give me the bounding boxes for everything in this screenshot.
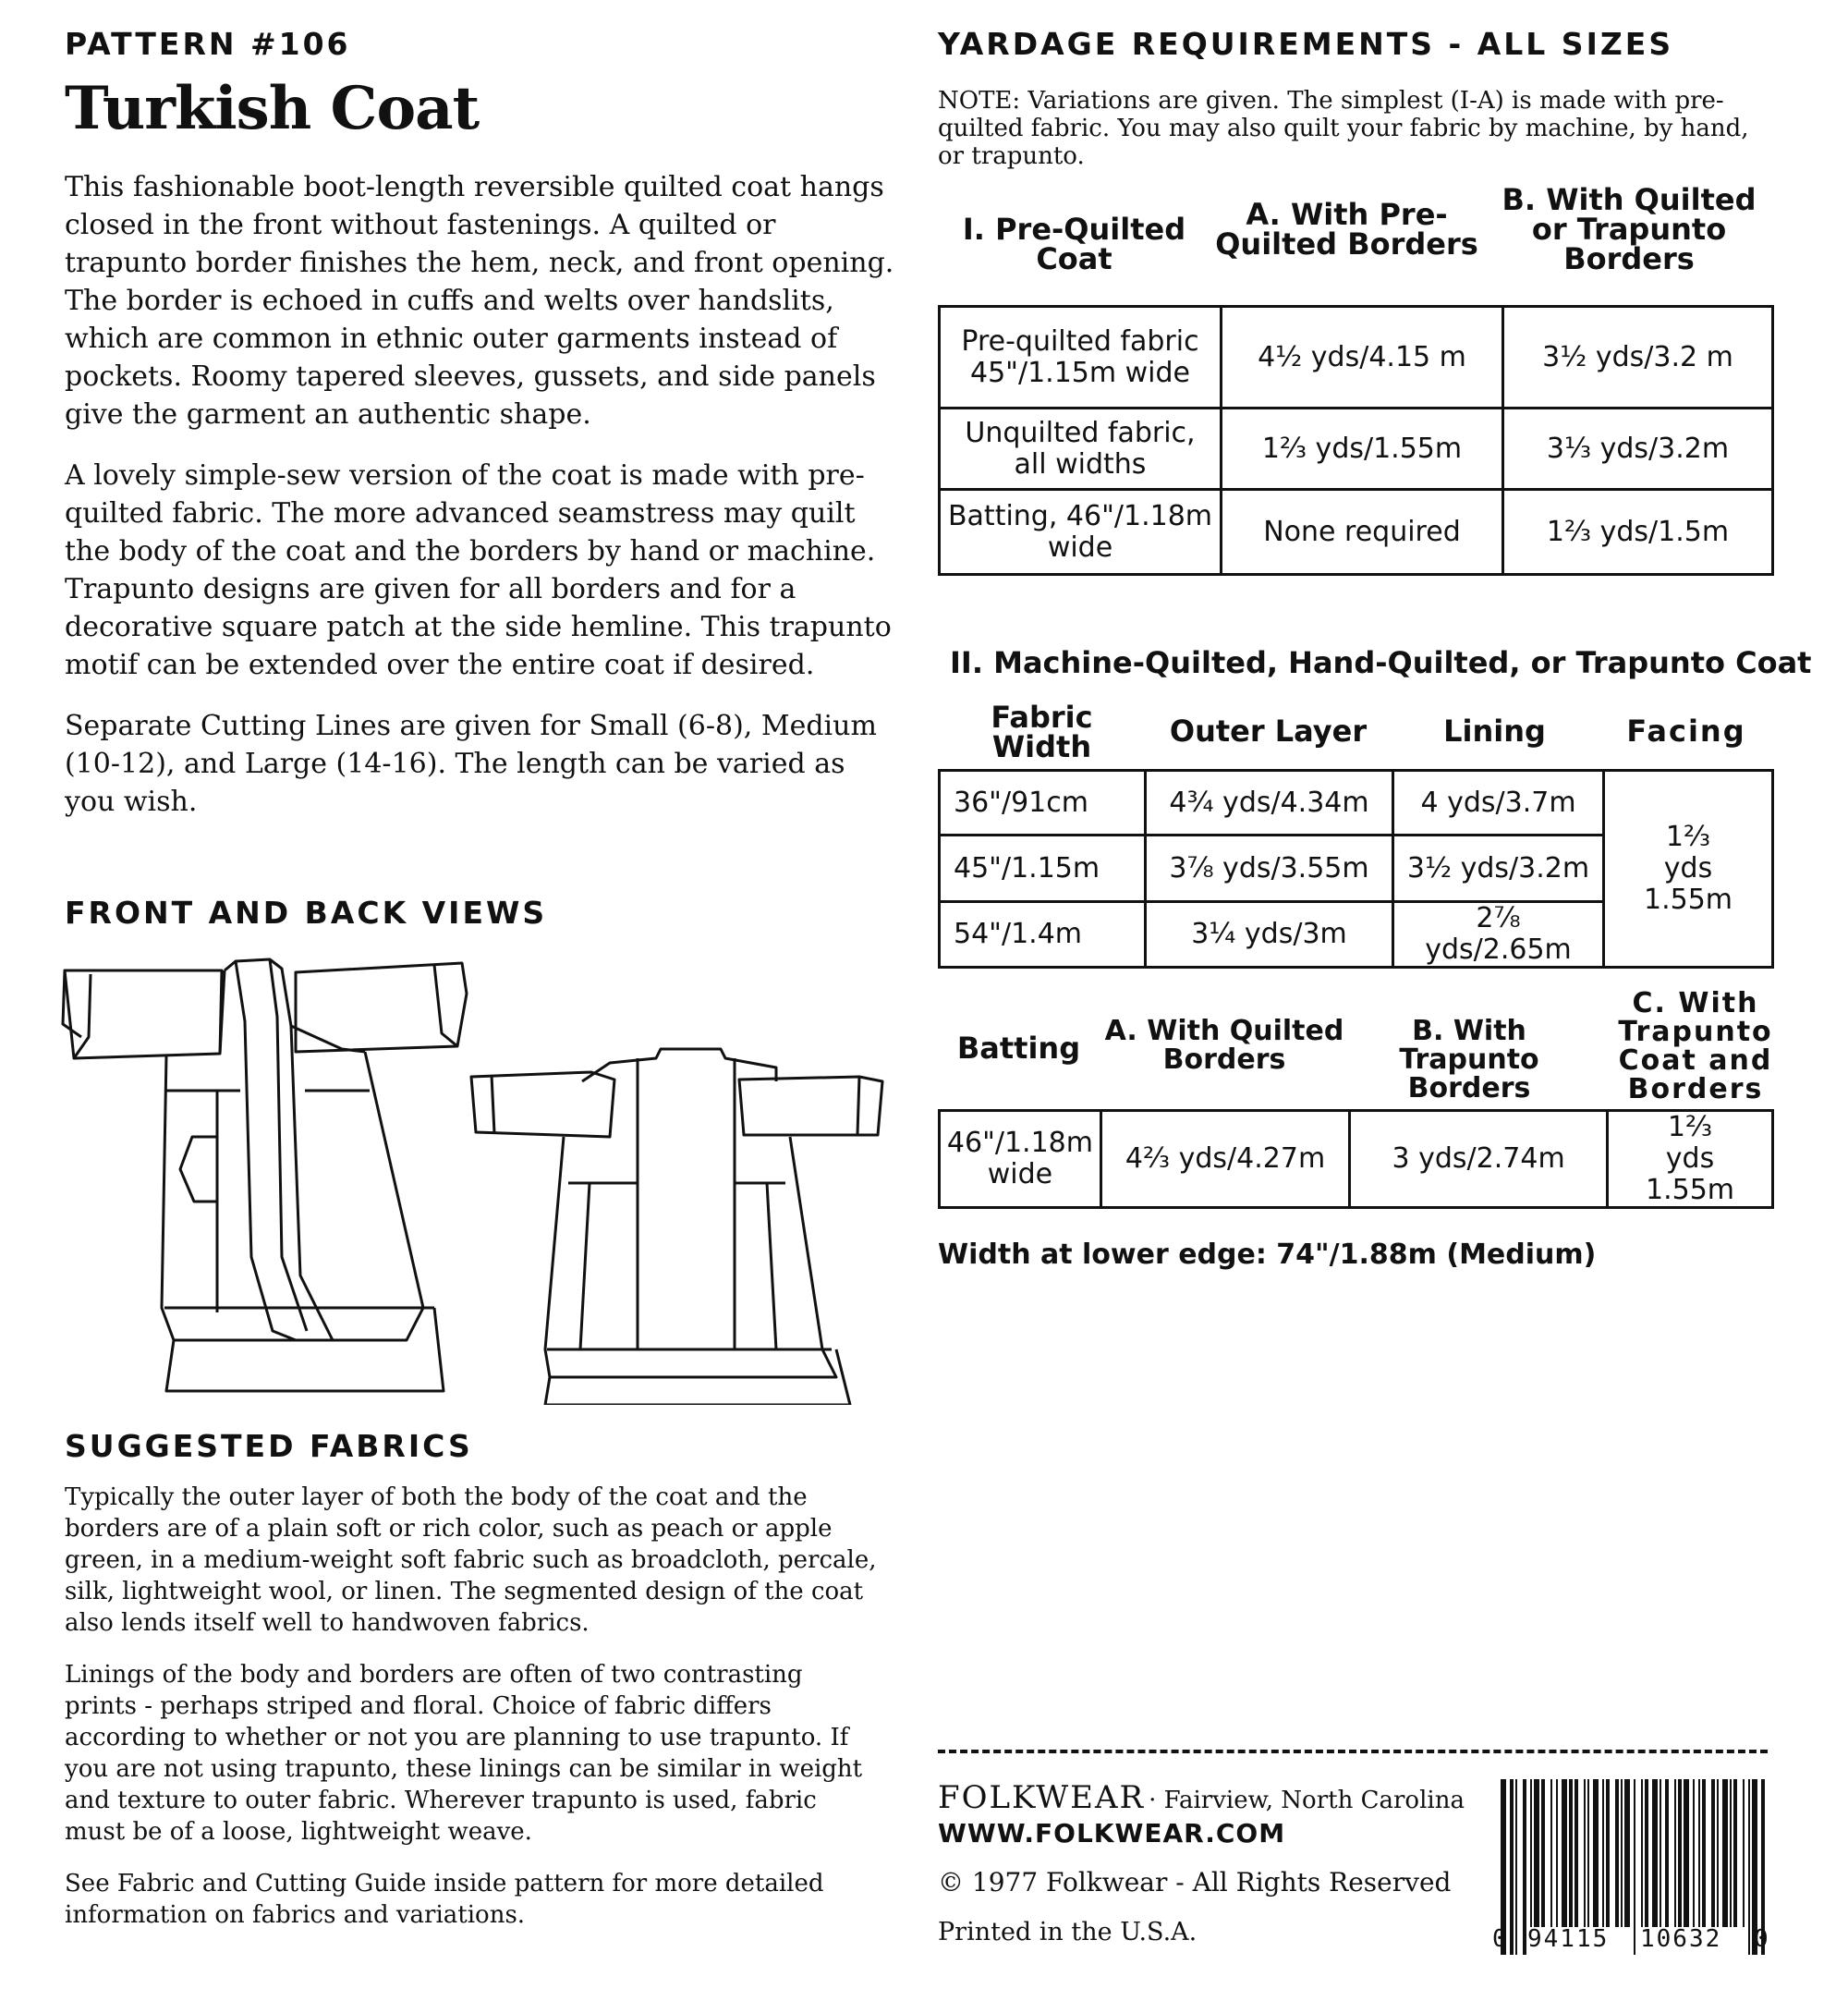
table-row: [940, 409, 1773, 490]
table-cell: 36"/91cm: [940, 771, 1146, 836]
views-heading: FRONT AND BACK VIEWS: [65, 895, 548, 931]
barcode-bar: [1665, 1779, 1669, 1927]
barcode-bar: [1615, 1779, 1619, 1927]
barcode-bar: [1574, 1779, 1578, 1927]
table2-header-4: Facing: [1626, 714, 1746, 749]
table1: [938, 305, 1774, 576]
barcode-bar: [1684, 1779, 1689, 1927]
table-cell: 3 yds/2.74m: [1350, 1111, 1608, 1208]
barcode-bar: [1722, 1779, 1728, 1927]
fabrics-paragraph-3: See Fabric and Cutting Guide inside pattern for more detailed information on fabrics and variations.: [65, 1870, 824, 1929]
barcode-digit-group-2: 10632: [1640, 1925, 1722, 1953]
table-cell: 54"/1.4m: [940, 902, 1146, 968]
table-row: [940, 490, 1773, 575]
fabrics-paragraph-1: Typically the outer layer of both the body of the coat and the borders are of a plain soft or rich color, such as peach or apple green, in a medium-weight soft fabric such as broadcloth, percale, silk, lightweight wool, or linen. The segmented design of the coat also lends itself well to handwoven fabrics.: [65, 1483, 877, 1637]
table3-header-3: B. With Trapunto Borders: [1399, 1015, 1539, 1104]
table3-header-2: A. With Quilted Borders: [1104, 1015, 1344, 1076]
section2-title: II. Machine-Quilted, Hand-Quilted, or Trapunto Coat: [950, 645, 1812, 680]
barcode-bar: [1711, 1779, 1715, 1927]
barcode-bar: [1606, 1779, 1610, 1927]
barcode-bar: [1562, 1779, 1567, 1927]
back-view-illustration: [471, 1049, 882, 1405]
barcode-bar: [1693, 1779, 1695, 1927]
barcode-bar: [1569, 1779, 1573, 1927]
table-cell: 3⅞ yds/3.55m: [1146, 836, 1393, 902]
table-row: [940, 1111, 1773, 1208]
intro-text: [65, 168, 896, 821]
table-row: [940, 307, 1773, 409]
table3-header-1: Batting: [956, 1031, 1081, 1066]
table-cell: 4¾ yds/4.34m: [1146, 771, 1393, 836]
width-note: Width at lower edge: 74"/1.88m (Medium): [938, 1238, 1597, 1271]
barcode-bar: [1530, 1779, 1532, 1927]
barcode-digit-right: 0: [1754, 1925, 1769, 1953]
table2-header-3: Lining: [1443, 714, 1546, 749]
barcode-bar: [1593, 1779, 1599, 1927]
barcode-bar: [1587, 1779, 1589, 1927]
barcode-bar: [1621, 1779, 1623, 1927]
barcode-bar: [1624, 1779, 1630, 1927]
barcode-bar: [1717, 1779, 1719, 1927]
table1-header-1: I. Pre-Quilted Coat: [962, 212, 1186, 276]
barcode-bar: [1641, 1779, 1643, 1927]
dashed-divider: [938, 1750, 1768, 1753]
table-cell: Pre-quilted fabric 45"/1.15m wide: [940, 307, 1222, 409]
facing-cell: 1⅔ yds 1.55m: [1604, 771, 1773, 968]
table2: [938, 769, 1774, 969]
table1-header-2: A. With Pre-Quilted Borders: [1215, 197, 1478, 262]
intro-paragraph-2: A lovely simple-sew version of the coat is made with pre-quilted fabric. The more advanced seamstress may quilt the body of the coat and the borders by hand or machine. Trapunto designs are given for all borders and for a decorative square patch at the side hemline. This trapunto motif can be extended over the entire coat if desired.: [65, 459, 892, 681]
table-cell: 3½ yds/3.2m: [1393, 836, 1604, 902]
table-cell: 2⅞ yds/2.65m: [1393, 902, 1604, 968]
table-cell: Batting, 46"/1.18m wide: [940, 490, 1222, 575]
table2-header-2: Outer Layer: [1169, 714, 1368, 749]
table-cell: 45"/1.15m: [940, 836, 1146, 902]
table-cell: 3⅓ yds/3.2m: [1503, 409, 1773, 490]
table-cell: 1⅔ yds/1.5m: [1503, 490, 1773, 575]
barcode-bar: [1698, 1779, 1700, 1927]
page-title: Turkish Coat: [65, 74, 480, 143]
barcode-digits: [1492, 1925, 1769, 1962]
table-cell: None required: [1222, 490, 1503, 575]
table-cell: 1⅔ yds 1.55m: [1607, 1111, 1772, 1208]
copyright: © 1977 Folkwear - All Rights Reserved: [938, 1867, 1452, 1897]
barcode-digit-group-1: 94115: [1527, 1925, 1610, 1953]
brand-line: [938, 1779, 1465, 1816]
pattern-number: PATTERN #106: [65, 26, 351, 62]
table-cell: 3½ yds/3.2 m: [1503, 307, 1773, 409]
table2-header-1: Fabric Width: [991, 700, 1093, 764]
barcode-bar: [1534, 1779, 1539, 1927]
table-cell: 4 yds/3.7m: [1393, 771, 1604, 836]
intro-paragraph-1: This fashionable boot-length reversible quilted coat hangs closed in the front without fastenings. A quilted or trapunto border finishes the hem, neck, and front opening. The border is echoed in cuffs and welts over handslits, which are common in ethnic outer garments instead of pockets. Roomy tapered sleeves, gussets, and side panels give the garment an authentic shape.: [65, 171, 894, 431]
table-cell: 4½ yds/4.15 m: [1222, 307, 1503, 409]
barcode-bar: [1730, 1779, 1732, 1927]
website-link[interactable]: WWW.FOLKWEAR.COM: [938, 1818, 1286, 1848]
barcode-bar: [1660, 1779, 1661, 1927]
barcode-bar: [1550, 1779, 1552, 1927]
yardage-heading: YARDAGE REQUIREMENTS - ALL SIZES: [938, 26, 1674, 62]
table-row: [940, 771, 1773, 836]
table-cell: 3¼ yds/3m: [1146, 902, 1393, 968]
barcode-bar: [1541, 1779, 1545, 1927]
yardage-note: NOTE: Variations are given. The simplest (I-A) is made with pre-quilted fabric. You may also quilt your fabric by machine, by hand, or trapunto.: [938, 87, 1749, 170]
intro-paragraph-3: Separate Cutting Lines are given for Small (6-8), Medium (10-12), and Large (14-16). The length can be varied as you wish.: [65, 710, 877, 818]
barcode-bar: [1602, 1779, 1604, 1927]
table-cell: 46"/1.18m wide: [940, 1111, 1101, 1208]
table-cell: Unquilted fabric, all widths: [940, 409, 1222, 490]
front-view-illustration: [63, 959, 467, 1391]
barcode-bar: [1733, 1779, 1737, 1927]
table3-header-4: C. With Trapunto Coat and Borders: [1618, 987, 1773, 1105]
barcode-bar: [1678, 1779, 1682, 1927]
barcode-bar: [1584, 1779, 1586, 1927]
printed-in: Printed in the U.S.A.: [938, 1918, 1198, 1946]
fabrics-text: [65, 1482, 878, 1931]
brand-name: FOLKWEAR: [938, 1779, 1146, 1816]
fabrics-paragraph-2: Linings of the body and borders are often of two contrasting prints - perhaps striped and floral. Choice of fabric differs according to whether or not you are planning to use trapunto. If you are not using trapunto, these linings can be similar in weight and texture to outer fabric. Wherever trapunto is used, fabric must be of a loose, lightweight weave.: [65, 1661, 863, 1846]
barcode-bar: [1645, 1779, 1648, 1927]
barcode-digit-left: 0: [1492, 1925, 1507, 1953]
barcode-bar: [1702, 1779, 1706, 1927]
table3: [938, 1109, 1774, 1209]
barcode-bar: [1556, 1779, 1558, 1927]
barcode-bar: [1743, 1779, 1745, 1927]
fabrics-heading: SUGGESTED FABRICS: [65, 1428, 473, 1464]
table-cell: 1⅔ yds/1.55m: [1222, 409, 1503, 490]
barcode-bar: [1674, 1779, 1676, 1927]
table-cell: 4⅔ yds/4.27m: [1100, 1111, 1349, 1208]
coat-illustrations: [55, 952, 887, 1405]
barcode-bar: [1652, 1779, 1658, 1927]
table1-header-3: B. With Quilted or Trapunto Borders: [1502, 182, 1757, 276]
brand-location: · Fairview, North Carolina: [1149, 1787, 1465, 1814]
